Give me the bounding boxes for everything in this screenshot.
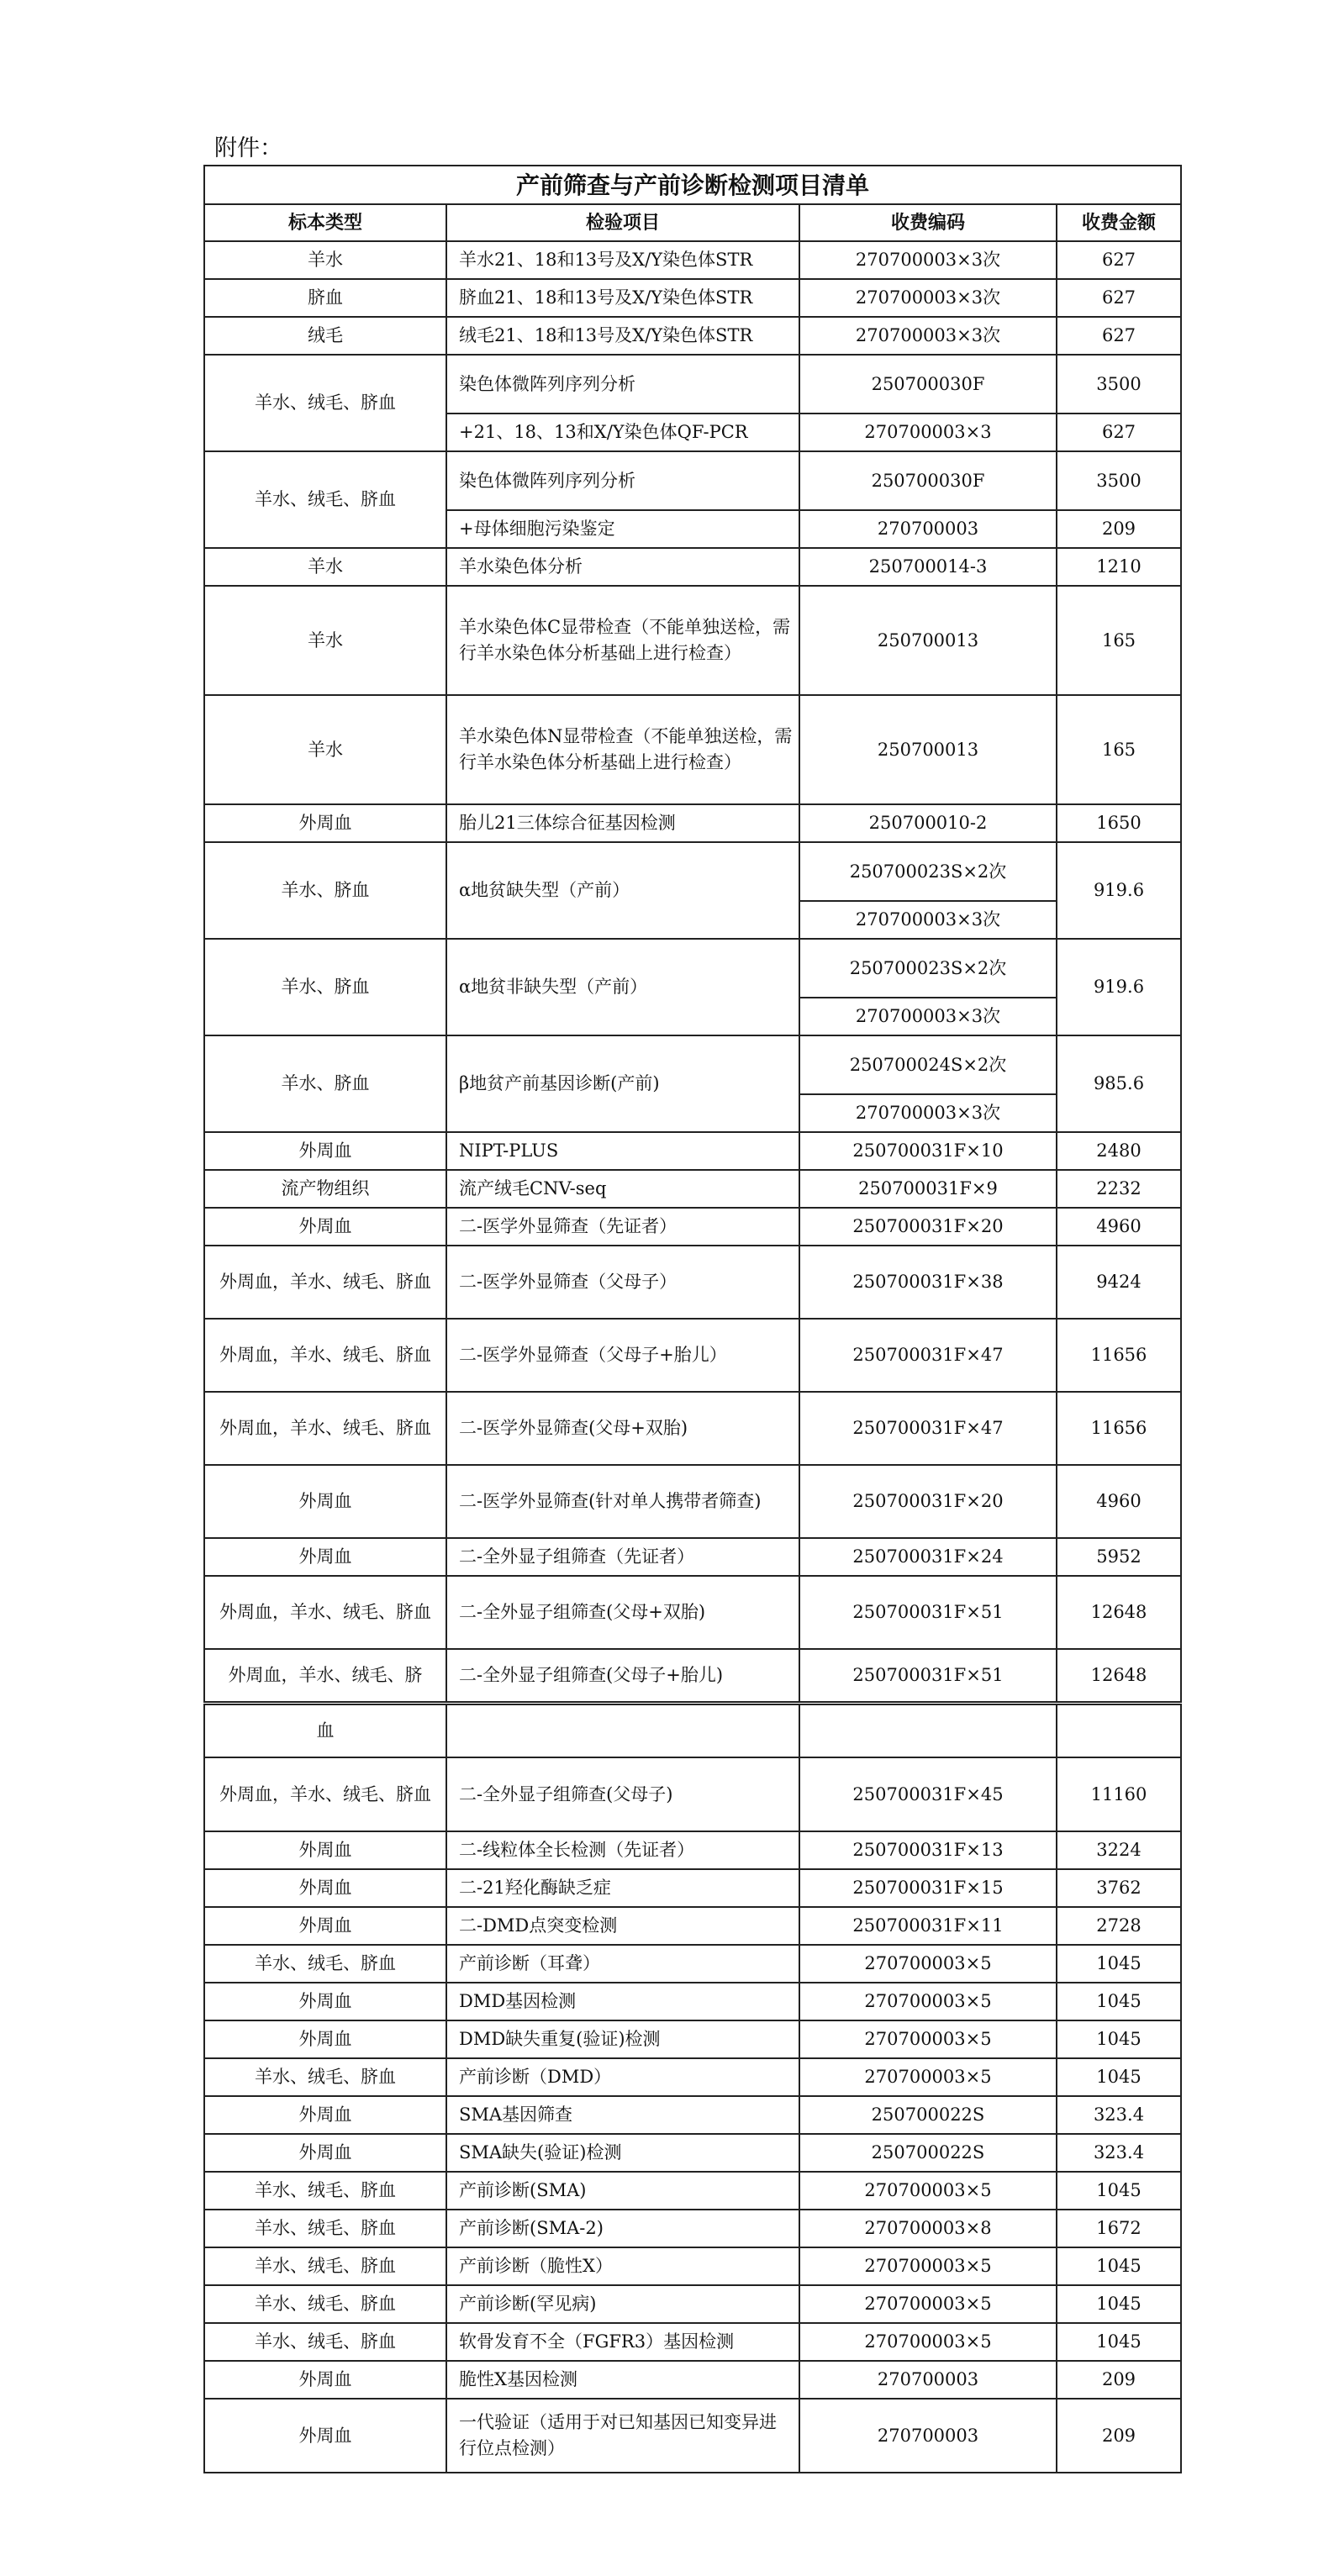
fee-code: 250700022S (799, 2134, 1057, 2172)
specimen-type: 外周血 (204, 1983, 446, 2020)
test-item: 二-线粒体全长检测（先证者） (446, 1831, 799, 1869)
table-row (204, 1319, 1181, 1392)
fee-code: 250700031F×13 (799, 1831, 1057, 1869)
table-row (204, 1465, 1181, 1538)
test-item: α地贫缺失型（产前） (446, 842, 799, 939)
fee-amount: 3762 (1057, 1869, 1181, 1907)
table-row (204, 2323, 1181, 2361)
fee-amount: 627 (1057, 414, 1181, 451)
fee-code: 270700003×5 (799, 2172, 1057, 2210)
test-item (446, 1704, 799, 1757)
header-fee-code: 收费编码 (799, 204, 1057, 241)
specimen-type: 外周血 (204, 2361, 446, 2399)
table-row (204, 1907, 1181, 1945)
table-row (204, 1649, 1181, 1702)
test-item: 绒毛21、18和13号及X/Y染色体STR (446, 317, 799, 355)
fee-code: 270700003×5 (799, 2247, 1057, 2285)
fee-code: 270700003×3次 (799, 998, 1057, 1035)
fee-amount: 12648 (1057, 1576, 1181, 1649)
table-row (204, 1538, 1181, 1576)
test-item: 羊水染色体分析 (446, 548, 799, 586)
fee-amount: 2728 (1057, 1907, 1181, 1945)
fee-code: 270700003×3次 (799, 317, 1057, 355)
header-fee-amount: 收费金额 (1057, 204, 1181, 241)
fee-amount: 1650 (1057, 804, 1181, 842)
test-item: 染色体微阵列序列分析 (446, 355, 799, 414)
table-row (204, 2172, 1181, 2210)
specimen-type: 外周血 (204, 1907, 446, 1945)
fee-amount: 5952 (1057, 1538, 1181, 1576)
specimen-type: 外周血 (204, 1208, 446, 1246)
specimen-type: 外周血 (204, 1132, 446, 1170)
fee-code: 250700022S (799, 2096, 1057, 2134)
specimen-type: 外周血 (204, 1538, 446, 1576)
table-row (204, 451, 1181, 510)
fee-amount: 627 (1057, 279, 1181, 317)
table-row (204, 1392, 1181, 1465)
fee-amount: 1045 (1057, 2172, 1181, 2210)
fee-amount: 2480 (1057, 1132, 1181, 1170)
test-item: 二-全外显子组筛查(父母子) (446, 1757, 799, 1831)
test-item: +21、18、13和X/Y染色体QF-PCR (446, 414, 799, 451)
fee-amount: 209 (1057, 2399, 1181, 2473)
table-row (204, 2399, 1181, 2473)
test-item: 胎儿21三体综合征基因检测 (446, 804, 799, 842)
test-item: 羊水21、18和13号及X/Y染色体STR (446, 241, 799, 279)
specimen-type: 流产物组织 (204, 1170, 446, 1208)
fee-code: 270700003×5 (799, 2285, 1057, 2323)
fee-code: 250700023S×2次 (799, 939, 1057, 998)
fee-amount: 1045 (1057, 2323, 1181, 2361)
fee-code: 250700031F×15 (799, 1869, 1057, 1907)
specimen-type: 羊水、绒毛、脐血 (204, 2285, 446, 2323)
table-row (204, 1132, 1181, 1170)
specimen-type: 羊水、绒毛、脐血 (204, 451, 446, 548)
table-row (204, 586, 1181, 695)
specimen-type: 外周血 (204, 2134, 446, 2172)
fee-code: 250700031F×24 (799, 1538, 1057, 1576)
fee-amount: 1045 (1057, 2020, 1181, 2058)
table-row (204, 1831, 1181, 1869)
test-item: 二-全外显子组筛查(父母+双胎) (446, 1576, 799, 1649)
test-item: 一代验证（适用于对已知基因已知变异进行位点检测） (446, 2399, 799, 2473)
test-item: 羊水染色体N显带检查（不能单独送检，需行羊水染色体分析基础上进行检查） (446, 695, 799, 804)
fee-amount: 209 (1057, 510, 1181, 548)
fee-amount: 919.6 (1057, 939, 1181, 1035)
table-row (204, 2247, 1181, 2285)
test-item: 二-DMD点突变检测 (446, 1907, 799, 1945)
fee-code: 270700003 (799, 510, 1057, 548)
test-item: α地贫非缺失型（产前） (446, 939, 799, 1035)
table-title: 产前筛查与产前诊断检测项目清单 (204, 166, 1181, 204)
fee-amount: 627 (1057, 241, 1181, 279)
fee-code: 270700003×5 (799, 2058, 1057, 2096)
fee-code: 250700031F×47 (799, 1392, 1057, 1465)
test-item: 二-医学外显筛查（父母子+胎儿） (446, 1319, 799, 1392)
table-row (204, 2134, 1181, 2172)
fee-amount: 2232 (1057, 1170, 1181, 1208)
fee-amount: 1045 (1057, 2247, 1181, 2285)
fee-amount: 985.6 (1057, 1035, 1181, 1132)
fee-code: 250700031F×47 (799, 1319, 1057, 1392)
fee-amount: 165 (1057, 586, 1181, 695)
table-row (204, 1208, 1181, 1246)
test-item: SMA基因筛查 (446, 2096, 799, 2134)
table-row (204, 2285, 1181, 2323)
fee-amount: 9424 (1057, 1246, 1181, 1319)
table-row (204, 1704, 1181, 1757)
fee-code: 250700031F×20 (799, 1465, 1057, 1538)
table-row (204, 355, 1181, 414)
fee-code: 250700024S×2次 (799, 1035, 1057, 1094)
fee-amount: 3500 (1057, 451, 1181, 510)
table-row (204, 548, 1181, 586)
test-item: +母体细胞污染鉴定 (446, 510, 799, 548)
specimen-type: 羊水 (204, 695, 446, 804)
test-item: 二-医学外显筛查（先证者） (446, 1208, 799, 1246)
table-row (204, 1246, 1181, 1319)
test-item: 产前诊断（DMD） (446, 2058, 799, 2096)
specimen-type: 羊水、绒毛、脐血 (204, 1945, 446, 1983)
fee-amount: 1045 (1057, 2285, 1181, 2323)
fee-amount (1057, 1704, 1181, 1757)
fee-amount: 1045 (1057, 1945, 1181, 1983)
specimen-type: 外周血，羊水、绒毛、脐血 (204, 1319, 446, 1392)
specimen-type: 外周血，羊水、绒毛、脐血 (204, 1392, 446, 1465)
specimen-type: 羊水、脐血 (204, 939, 446, 1035)
test-item: 二-医学外显筛查（父母子） (446, 1246, 799, 1319)
fee-amount: 11656 (1057, 1392, 1181, 1465)
fee-amount: 1672 (1057, 2210, 1181, 2247)
fee-code: 250700031F×9 (799, 1170, 1057, 1208)
specimen-type: 外周血 (204, 2020, 446, 2058)
table-row (204, 2210, 1181, 2247)
fee-amount: 1210 (1057, 548, 1181, 586)
header-test-item: 检验项目 (446, 204, 799, 241)
table-row (204, 241, 1181, 279)
project-table-part1 (203, 165, 1182, 1703)
table-row (204, 842, 1181, 901)
fee-code: 270700003 (799, 2361, 1057, 2399)
test-item: 软骨发育不全（FGFR3）基因检测 (446, 2323, 799, 2361)
specimen-type: 外周血 (204, 2096, 446, 2134)
fee-amount: 323.4 (1057, 2096, 1181, 2134)
table-row (204, 317, 1181, 355)
test-item: DMD缺失重复(验证)检测 (446, 2020, 799, 2058)
specimen-type: 羊水、脐血 (204, 842, 446, 939)
test-item: 流产绒毛CNV-seq (446, 1170, 799, 1208)
fee-code: 270700003 (799, 2399, 1057, 2473)
fee-code: 270700003×3 (799, 414, 1057, 451)
fee-code: 250700031F×51 (799, 1576, 1057, 1649)
test-item: DMD基因检测 (446, 1983, 799, 2020)
specimen-type: 外周血，羊水、绒毛、脐血 (204, 1246, 446, 1319)
fee-code: 250700031F×20 (799, 1208, 1057, 1246)
specimen-type: 羊水 (204, 241, 446, 279)
fee-amount: 4960 (1057, 1465, 1181, 1538)
specimen-type: 羊水、绒毛、脐血 (204, 2247, 446, 2285)
fee-code: 250700030F (799, 451, 1057, 510)
test-item: 脐血21、18和13号及X/Y染色体STR (446, 279, 799, 317)
specimen-type: 外周血 (204, 804, 446, 842)
test-item: 二-21羟化酶缺乏症 (446, 1869, 799, 1907)
fee-amount: 1045 (1057, 1983, 1181, 2020)
fee-code: 270700003×5 (799, 1945, 1057, 1983)
attachment-label: 附件： (214, 135, 282, 161)
fee-amount: 627 (1057, 317, 1181, 355)
table-row (204, 1869, 1181, 1907)
table-row (204, 804, 1181, 842)
table-row (204, 939, 1181, 998)
header-specimen-type: 标本类型 (204, 204, 446, 241)
specimen-type: 血 (204, 1704, 446, 1757)
test-item: 产前诊断（耳聋） (446, 1945, 799, 1983)
table-row (204, 1945, 1181, 1983)
fee-amount: 3500 (1057, 355, 1181, 414)
specimen-type: 羊水 (204, 586, 446, 695)
test-item: β地贫产前基因诊断(产前) (446, 1035, 799, 1132)
fee-amount: 1045 (1057, 2058, 1181, 2096)
fee-code: 250700013 (799, 586, 1057, 695)
fee-code: 250700031F×38 (799, 1246, 1057, 1319)
specimen-type: 羊水 (204, 548, 446, 586)
test-item: 二-医学外显筛查(父母+双胎) (446, 1392, 799, 1465)
test-item: 脆性X基因检测 (446, 2361, 799, 2399)
specimen-type: 外周血 (204, 1465, 446, 1538)
specimen-type: 外周血，羊水、绒毛、脐 (204, 1649, 446, 1702)
fee-amount: 3224 (1057, 1831, 1181, 1869)
fee-code: 270700003×3次 (799, 901, 1057, 939)
fee-code: 250700031F×51 (799, 1649, 1057, 1702)
specimen-type: 羊水、绒毛、脐血 (204, 2210, 446, 2247)
fee-code: 270700003×5 (799, 2020, 1057, 2058)
fee-code: 250700031F×11 (799, 1907, 1057, 1945)
fee-code (799, 1704, 1057, 1757)
test-item: NIPT-PLUS (446, 1132, 799, 1170)
fee-code: 250700010-2 (799, 804, 1057, 842)
fee-code: 270700003×5 (799, 1983, 1057, 2020)
fee-amount: 12648 (1057, 1649, 1181, 1702)
test-item: 二-全外显子组筛查（先证者） (446, 1538, 799, 1576)
fee-code: 250700031F×10 (799, 1132, 1057, 1170)
fee-code: 270700003×3次 (799, 1094, 1057, 1132)
specimen-type: 绒毛 (204, 317, 446, 355)
specimen-type: 羊水、绒毛、脐血 (204, 2058, 446, 2096)
fee-amount: 11656 (1057, 1319, 1181, 1392)
table-row (204, 279, 1181, 317)
specimen-type: 外周血 (204, 1831, 446, 1869)
fee-amount: 323.4 (1057, 2134, 1181, 2172)
fee-amount: 11160 (1057, 1757, 1181, 1831)
specimen-type: 外周血 (204, 2399, 446, 2473)
fee-code: 250700023S×2次 (799, 842, 1057, 901)
specimen-type: 外周血 (204, 1869, 446, 1907)
table-row (204, 2361, 1181, 2399)
fee-code: 270700003×3次 (799, 241, 1057, 279)
test-item: 染色体微阵列序列分析 (446, 451, 799, 510)
specimen-type: 脐血 (204, 279, 446, 317)
specimen-type: 羊水、绒毛、脐血 (204, 2323, 446, 2361)
specimen-type: 外周血，羊水、绒毛、脐血 (204, 1757, 446, 1831)
fee-amount: 165 (1057, 695, 1181, 804)
test-item: 产前诊断(SMA) (446, 2172, 799, 2210)
specimen-type: 羊水、绒毛、脐血 (204, 2172, 446, 2210)
fee-code: 250700030F (799, 355, 1057, 414)
specimen-type: 外周血，羊水、绒毛、脐血 (204, 1576, 446, 1649)
test-item: 产前诊断(SMA-2) (446, 2210, 799, 2247)
test-item: 产前诊断(罕见病) (446, 2285, 799, 2323)
fee-code: 270700003×5 (799, 2323, 1057, 2361)
table-row (204, 1757, 1181, 1831)
table-row (204, 1576, 1181, 1649)
table-row (204, 1170, 1181, 1208)
fee-amount: 4960 (1057, 1208, 1181, 1246)
test-item: SMA缺失(验证)检测 (446, 2134, 799, 2172)
test-item: 二-全外显子组筛查(父母子+胎儿) (446, 1649, 799, 1702)
fee-amount: 209 (1057, 2361, 1181, 2399)
specimen-type: 羊水、绒毛、脐血 (204, 355, 446, 451)
test-item: 产前诊断（脆性X） (446, 2247, 799, 2285)
fee-code: 250700013 (799, 695, 1057, 804)
project-table-part2 (203, 1704, 1182, 2473)
table-row (204, 1035, 1181, 1094)
table-row (204, 695, 1181, 804)
fee-code: 270700003×8 (799, 2210, 1057, 2247)
fee-amount: 919.6 (1057, 842, 1181, 939)
fee-code: 250700031F×45 (799, 1757, 1057, 1831)
fee-code: 250700014-3 (799, 548, 1057, 586)
table-row (204, 2096, 1181, 2134)
table-row (204, 2058, 1181, 2096)
table-row (204, 1983, 1181, 2020)
specimen-type: 羊水、脐血 (204, 1035, 446, 1132)
fee-code: 270700003×3次 (799, 279, 1057, 317)
table-row (204, 2020, 1181, 2058)
test-item: 羊水染色体C显带检查（不能单独送检，需行羊水染色体分析基础上进行检查） (446, 586, 799, 695)
test-item: 二-医学外显筛查(针对单人携带者筛查) (446, 1465, 799, 1538)
